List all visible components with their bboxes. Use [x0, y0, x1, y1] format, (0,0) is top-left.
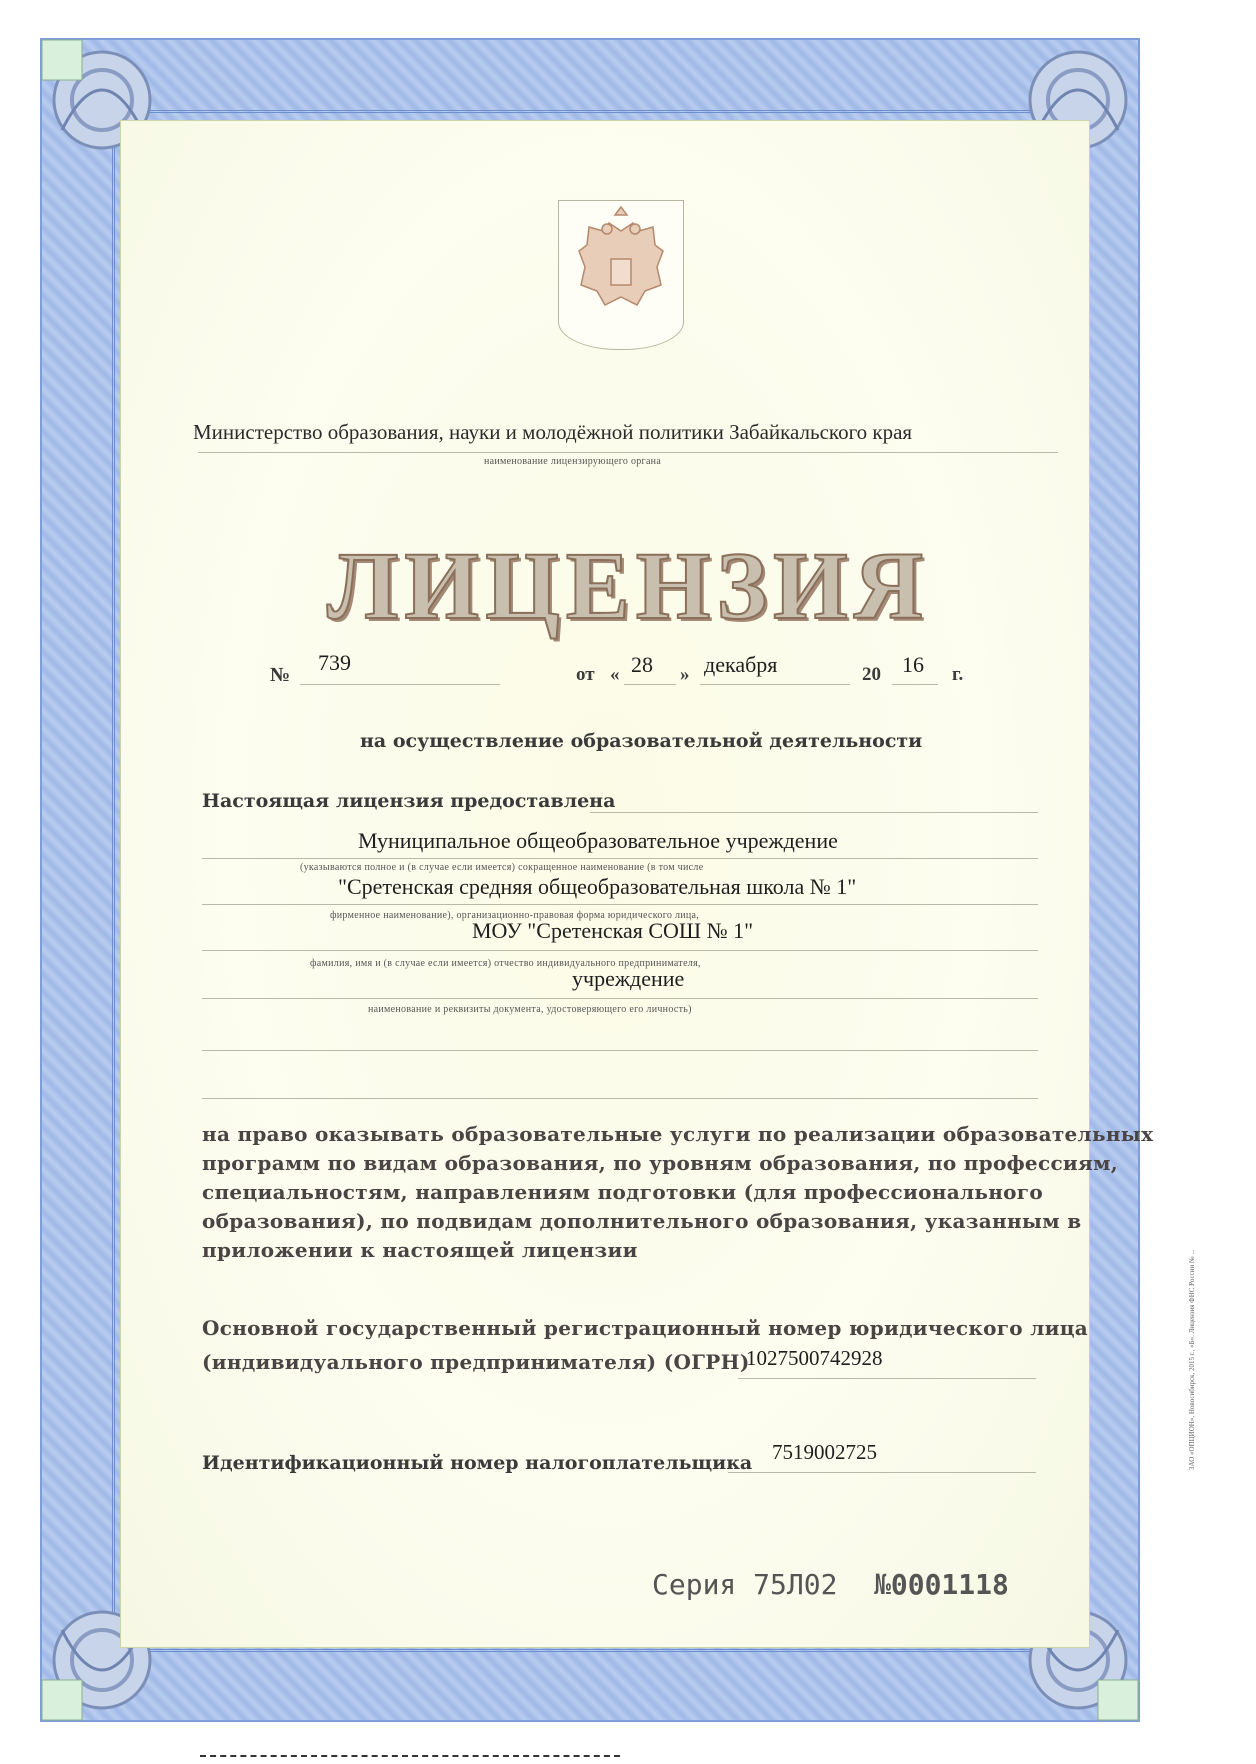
licensee-caption-2: фирменное наименование), организационно-правовая форма юридического лица, — [330, 910, 700, 921]
licensee-caption-4: наименование и реквизиты документа, удостоверяющего его личность) — [368, 1004, 692, 1015]
license-purpose: на осуществление образовательной деятельности — [360, 730, 923, 752]
date-from-label: от — [576, 664, 595, 685]
inn-label: Идентификационный номер налогоплательщика — [202, 1452, 753, 1474]
series-label: Серия — [652, 1568, 737, 1601]
ogrn-underline — [738, 1378, 1036, 1379]
printer-imprint: ЗАО «ОПЦИОН», Новосибирск, 2015 г., «Б». Лицензия ФНС России № ... — [1188, 1249, 1196, 1470]
year-label: г. — [952, 664, 964, 685]
coat-of-arms-emblem — [558, 200, 684, 350]
ogrn-value: 1027500742928 — [746, 1346, 883, 1370]
rights-line: программ по видам образования, по уровням образования, по профессиям, — [202, 1151, 1119, 1175]
document-title: ЛИЦЕНЗИЯ — [326, 532, 930, 639]
month-underline — [700, 684, 850, 685]
licensee-line-3: МОУ "Сретенская СОШ № 1" — [472, 918, 754, 943]
year-underline — [892, 684, 938, 685]
licensee-line-2: "Сретенская средняя общеобразовательная школа № 1" — [338, 874, 857, 899]
rights-line: образования), по подвидам дополнительного образования, указанным в — [202, 1209, 1082, 1233]
inn-value: 7519002725 — [772, 1440, 877, 1464]
day-underline — [624, 684, 676, 685]
licensee-line-4: учреждение — [572, 966, 685, 991]
blank-underline-2 — [202, 1098, 1038, 1099]
licensee-underline-1 — [202, 858, 1038, 859]
form-number-value: 0001118 — [890, 1568, 1009, 1601]
rights-line: специальностям, направлениям подготовки (для профессионального — [202, 1180, 1044, 1204]
scan-artifact-line — [200, 1755, 620, 1757]
form-number — [874, 1568, 1009, 1601]
date-close-quote: » — [680, 664, 690, 685]
date-open-quote: « — [610, 664, 620, 685]
date-day: 28 — [631, 652, 653, 677]
form-number-prefix: № — [874, 1568, 891, 1601]
authority-caption: наименование лицензирующего органа — [484, 456, 662, 467]
authority-underline — [198, 452, 1058, 453]
granted-underline — [590, 812, 1038, 813]
license-number: 739 — [318, 650, 351, 675]
form-series — [652, 1568, 837, 1601]
ogrn-label-line: (индивидуального предпринимателя) (ОГРН) — [202, 1350, 750, 1374]
number-underline — [300, 684, 500, 685]
double-headed-eagle-icon — [559, 201, 683, 341]
date-month: декабря — [704, 652, 778, 677]
year-prefix: 20 — [862, 664, 881, 685]
ogrn-label — [202, 1314, 1089, 1377]
licensee-caption-3: фамилия, имя и (в случае если имеется) отчество индивидуального предпринимателя, — [310, 958, 701, 969]
ogrn-label-line: Основной государственный регистрационный номер юридического лица — [202, 1316, 1089, 1340]
rights-line: приложении к настоящей лицензии — [202, 1238, 638, 1262]
licensing-authority-name: Министерство образования, науки и молодёжной политики Забайкальского края — [193, 420, 913, 444]
granted-label: Настоящая лицензия предоставлена — [202, 790, 616, 812]
series-value: 75Л02 — [753, 1568, 838, 1601]
number-prefix: № — [270, 664, 291, 686]
licensee-underline-2 — [202, 904, 1038, 905]
year-suffix: 16 — [902, 652, 924, 677]
licensee-caption-1: (указываются полное и (в случае если имеется) сокращенное наименование (в том числе — [300, 862, 704, 873]
inn-underline — [728, 1472, 1036, 1473]
rights-paragraph — [202, 1120, 1154, 1265]
licensee-underline-4 — [202, 998, 1038, 999]
licensee-line-1: Муниципальное общеобразовательное учреждение — [358, 828, 838, 853]
blank-underline-1 — [202, 1050, 1038, 1051]
rights-line: на право оказывать образовательные услуги по реализации образовательных — [202, 1122, 1154, 1146]
licensee-underline-3 — [202, 950, 1038, 951]
